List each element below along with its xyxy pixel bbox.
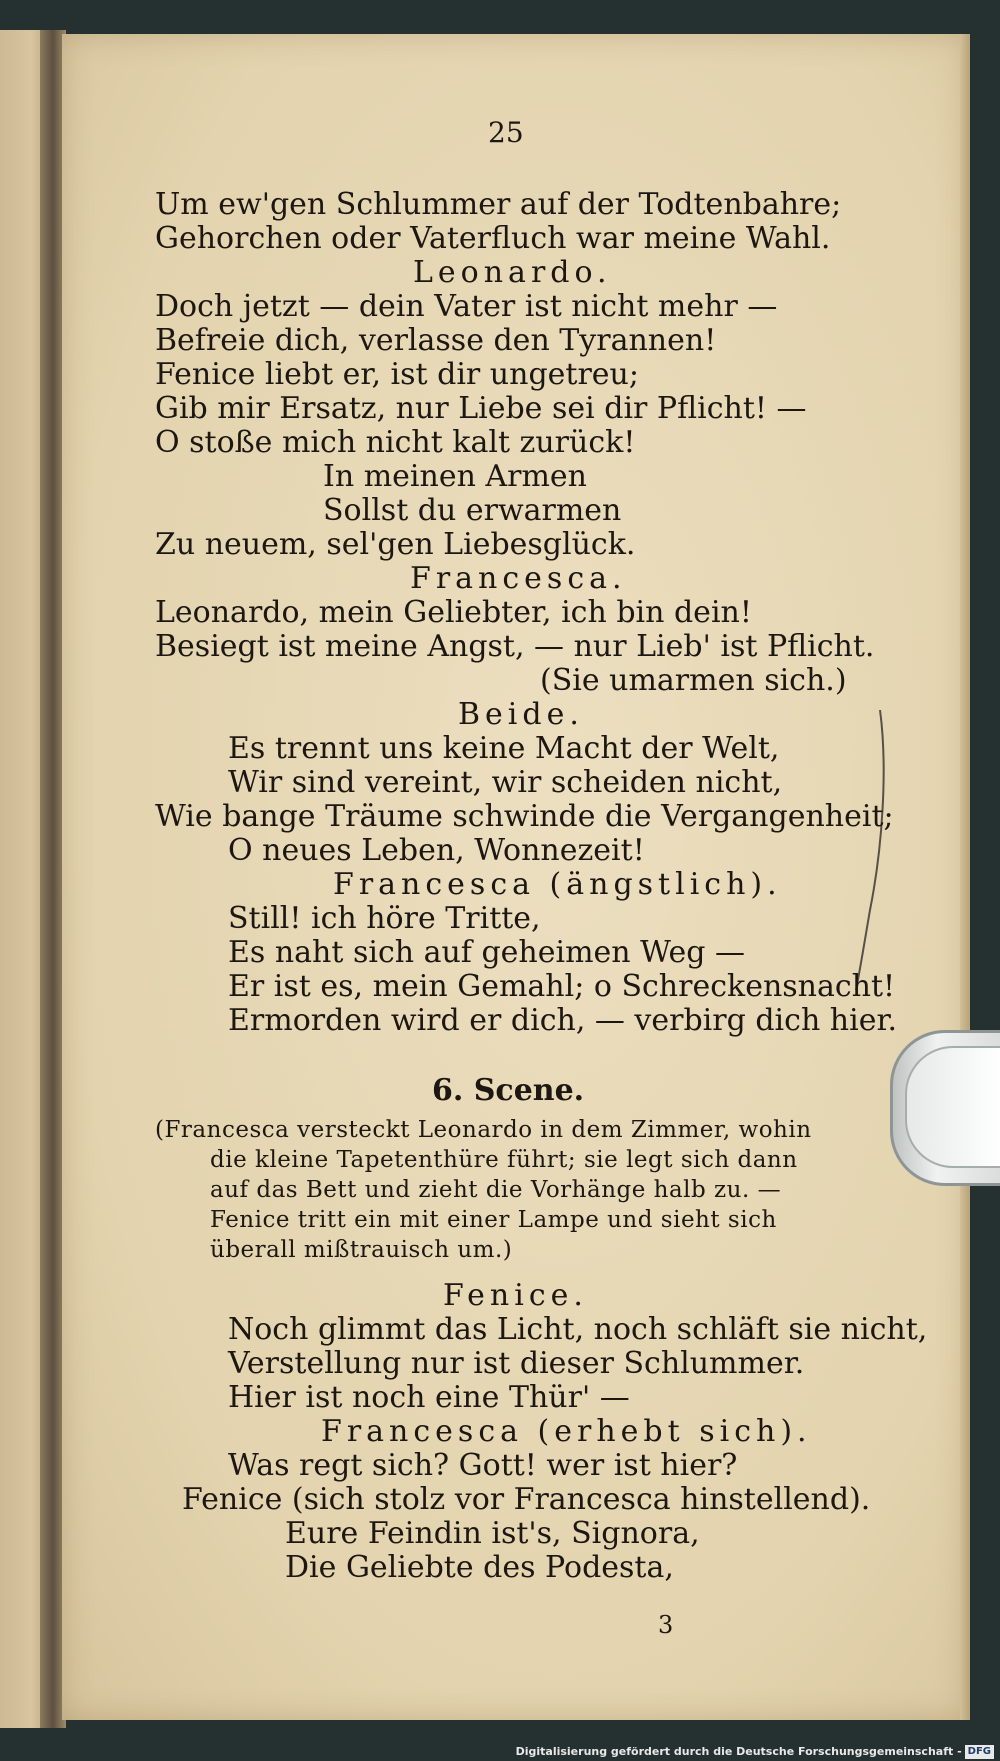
- verse-line: Still! ich höre Tritte,: [228, 901, 541, 936]
- speaker-name: Fenice.: [443, 1278, 588, 1313]
- verse-line: Zu neuem, sel'gen Liebesglück.: [155, 527, 636, 562]
- stage-direction: (Sie umarmen sich.): [540, 663, 847, 698]
- verse-line: Wie bange Träume schwinde die Vergangenheit;: [155, 799, 894, 834]
- verse-line: Wir sind vereint, wir scheiden nicht,: [228, 765, 783, 800]
- verse-line: Er ist es, mein Gemahl; o Schreckensnacht!: [228, 969, 896, 1004]
- scene-heading: 6. Scene.: [432, 1073, 585, 1108]
- verse-line: Es trennt uns keine Macht der Welt,: [228, 731, 780, 766]
- verse-line: In meinen Armen: [323, 459, 587, 494]
- speaker-name: Leonardo.: [413, 255, 612, 290]
- verse-line: Gehorchen oder Vaterfluch war meine Wahl.: [155, 221, 831, 256]
- speaker-name: Francesca.: [410, 561, 627, 596]
- verse-line: Leonardo, mein Geliebter, ich bin dein!: [155, 595, 752, 630]
- verse-line: Sollst du erwarmen: [323, 493, 622, 528]
- verse-line: Gib mir Ersatz, nur Liebe sei dir Pflicht! —: [155, 391, 807, 426]
- verse-line: Die Geliebte des Podesta,: [285, 1550, 674, 1585]
- speaker-name: Fenice (sich stolz vor Francesca hinstellend).: [182, 1482, 871, 1517]
- speaker-name: Beide.: [458, 697, 584, 732]
- verse-line: O neues Leben, Wonnezeit!: [228, 833, 645, 868]
- verse-line: Was regt sich? Gott! wer ist hier?: [228, 1448, 738, 1483]
- verse-line: Eure Feindin ist's, Signora,: [285, 1516, 700, 1551]
- verse-line: Doch jetzt — dein Vater ist nicht mehr —: [155, 289, 778, 324]
- digitization-footer: [516, 1743, 994, 1761]
- verse-line: Es naht sich auf geheimen Weg —: [228, 935, 746, 970]
- dfg-logo: DFG: [965, 1745, 994, 1759]
- verse-line: Fenice liebt er, ist dir ungetreu;: [155, 357, 639, 392]
- verse-line: Besiegt ist meine Angst, — nur Lieb' ist Pflicht.: [155, 629, 875, 664]
- verse-line: O stoße mich nicht kalt zurück!: [155, 425, 636, 460]
- stage-direction: Fenice tritt ein mit einer Lampe und sieht sich: [210, 1207, 777, 1233]
- verse-line: Um ew'gen Schlummer auf der Todtenbahre;: [155, 187, 842, 222]
- verse-line: Verstellung nur ist dieser Schlummer.: [228, 1346, 805, 1381]
- signature-mark: 3: [658, 1611, 674, 1639]
- verse-line: Ermorden wird er dich, — verbirg dich hier.: [228, 1003, 898, 1038]
- stage-direction: überall mißtrauisch um.): [210, 1237, 513, 1263]
- speaker-name: Francesca (erhebt sich).: [321, 1414, 812, 1449]
- verse-line: Noch glimmt das Licht, noch schläft sie nicht,: [228, 1312, 928, 1347]
- speaker-name: Francesca (ängstlich).: [333, 867, 782, 902]
- verse-line: Befreie dich, verlasse den Tyrannen!: [155, 323, 717, 358]
- stage-direction: die kleine Tapetenthüre führt; sie legt sich dann: [210, 1147, 798, 1173]
- page-number: 25: [488, 116, 524, 149]
- stage-direction: auf das Bett und zieht die Vorhänge halb zu. —: [210, 1177, 782, 1203]
- footer-text: Digitalisierung gefördert durch die Deutsche Forschungsgemeinschaft -: [515, 1745, 962, 1758]
- stage-direction: (Francesca versteckt Leonardo in dem Zimmer, wohin: [155, 1117, 812, 1143]
- verse-line: Hier ist noch eine Thür' —: [228, 1380, 630, 1415]
